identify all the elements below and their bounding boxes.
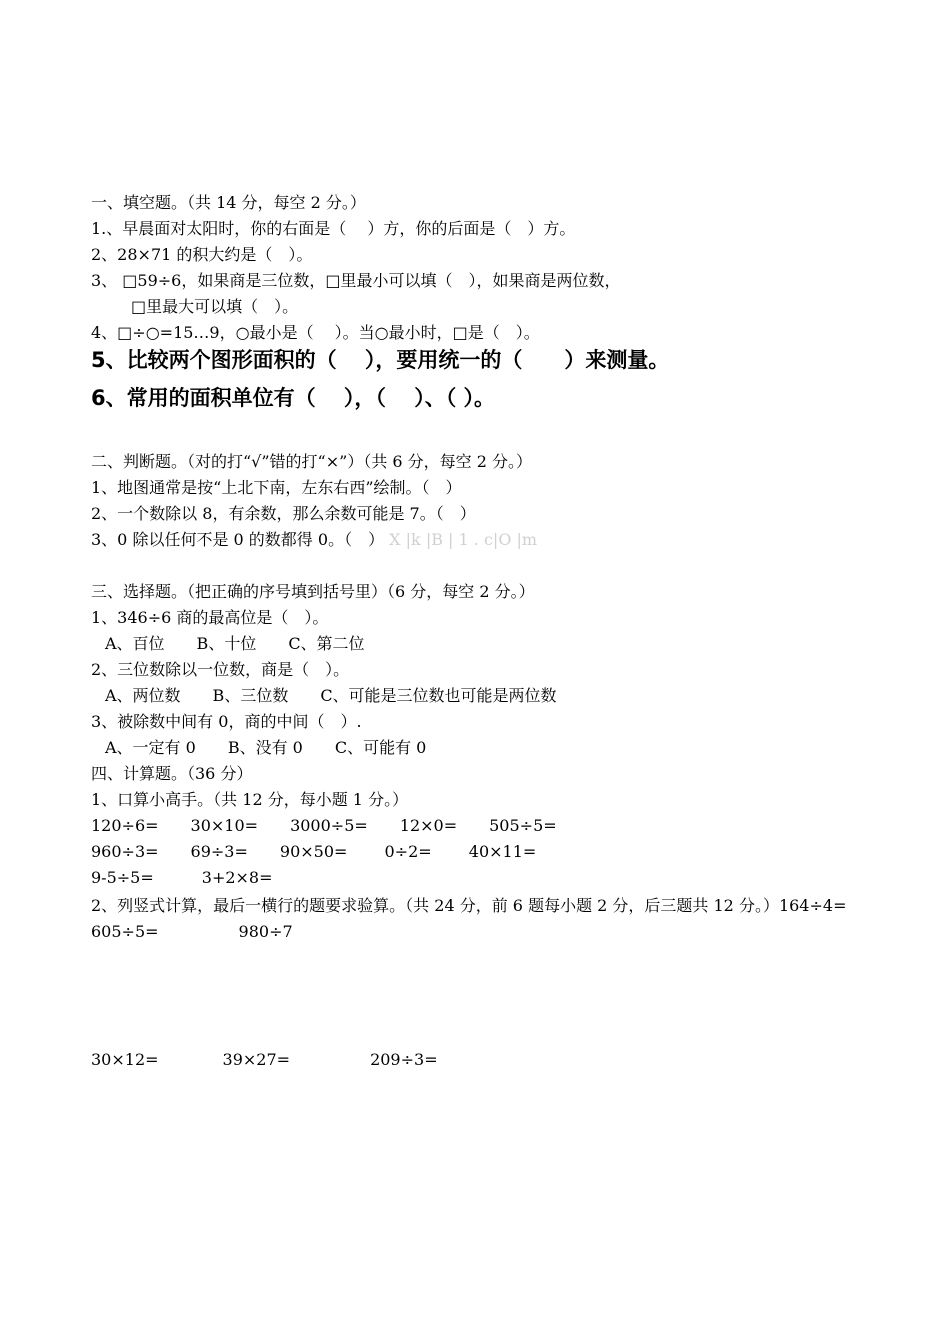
section3-question-1-options: A、百位 B、十位 C、第二位	[105, 634, 365, 653]
section1-question-4: 4、□÷○=15…9，○最小是（ ）。当○最小时，□是（ ）。	[91, 323, 540, 342]
mental-math-row-1: 120÷6= 30×10= 3000÷5= 12×0= 505÷5=	[91, 816, 557, 835]
section1-title: 一、填空题。（共 14 分，每空 2 分。）	[91, 193, 366, 212]
section2-question-2: 2、一个数除以 8，有余数，那么余数可能是 7。（ ）	[91, 504, 476, 523]
section3-question-2-options: A、两位数 B、三位数 C、可能是三位数也可能是两位数	[105, 686, 557, 705]
section4-title: 四、计算题。（36 分）	[91, 764, 253, 783]
section3-question-3-options: A、一定有 0 B、没有 0 C、可能有 0	[105, 738, 427, 757]
section3-question-1: 1、346÷6 商的最高位是（ ）。	[91, 608, 329, 627]
section2-question-1: 1、地图通常是按“上北下南，左东右西”绘制。（ ）	[91, 478, 462, 497]
section1-question-3-continued: □里最大可以填（ ）。	[131, 297, 299, 316]
vertical-calc-row-2: 30×12= 39×27= 209÷3=	[91, 1050, 438, 1069]
section1-question-2: 2、28×71 的积大约是（ ）。	[91, 245, 313, 264]
section1-question-1: 1.、早晨面对太阳时，你的右面是（ ）方，你的后面是（ ）方。	[91, 219, 576, 238]
section3-question-2: 2、三位数除以一位数，商是（ ）。	[91, 660, 350, 679]
section2-question-3	[91, 530, 537, 550]
watermark-text: X |k |B | 1 . c|O |m	[389, 530, 538, 549]
mental-math-row-3: 9-5÷5= 3+2×8=	[91, 868, 273, 887]
section3-title: 三、选择题。（把正确的序号填到括号里）（6 分，每空 2 分。）	[91, 582, 535, 601]
mental-math-row-2: 960÷3= 69÷3= 90×50= 0÷2= 40×11=	[91, 842, 537, 861]
section4-sub2-paragraph: 2、列竖式计算，最后一横行的题要求验算。（共 24 分，前 6 题每小题 2 分，后三题共 12 分。）164÷4= 605÷5= 980÷7	[91, 896, 911, 941]
section1-question-3: 3、 □59÷6，如果商是三位数，□里最小可以填（ ），如果商是两位数，	[91, 271, 621, 290]
section1-question-5: 5、比较两个图形面积的（ ），要用统一的（ ）来测量。	[91, 348, 670, 372]
section2-title: 二、判断题。（对的打“√”错的打“×”）（共 6 分，每空 2 分。）	[91, 452, 533, 471]
section1-question-6: 6、常用的面积单位有（ ），（ ）、（ ）。	[91, 386, 496, 410]
section3-question-3: 3、被除数中间有 0，商的中间（ ）.	[91, 712, 362, 731]
section2-question-3-text: 3、0 除以任何不是 0 的数都得 0。（ ）	[91, 530, 385, 549]
section4-sub1-title: 1、口算小高手。（共 12 分，每小题 1 分。）	[91, 790, 409, 809]
